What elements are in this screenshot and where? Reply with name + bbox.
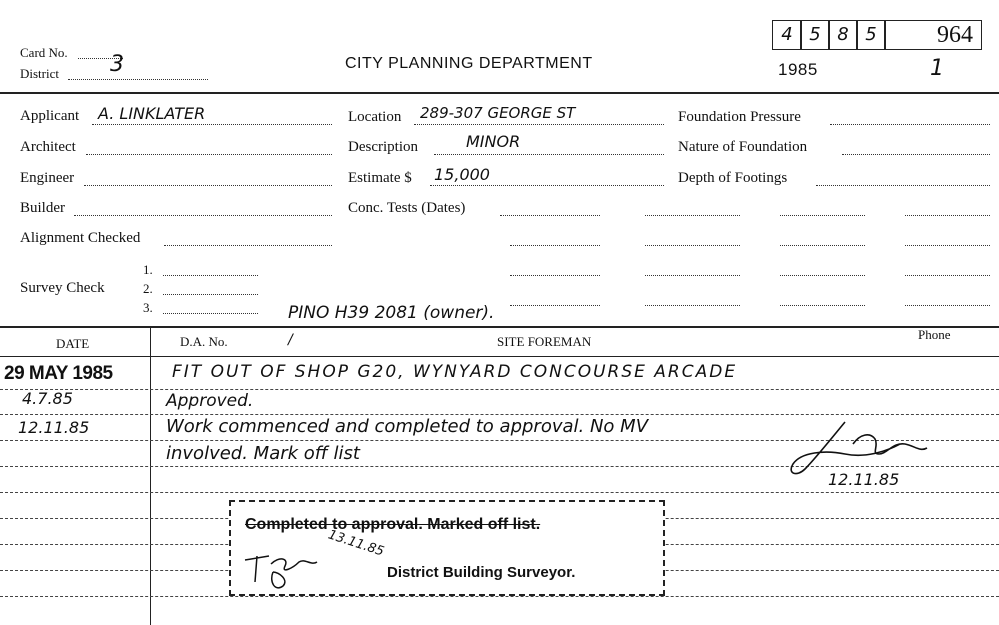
extra-line-1c: [780, 245, 865, 246]
conc-tests-label: Conc. Tests (Dates): [348, 200, 466, 216]
foundation-pressure-label: Foundation Pressure: [678, 109, 801, 125]
applicant-line: [92, 124, 332, 125]
year: 1985: [778, 60, 818, 79]
card-no-label: Card No.: [20, 45, 68, 60]
date-stamp-1: 29 MAY 1985: [4, 363, 113, 384]
conc-tests-line-2: [645, 215, 740, 216]
location-label: Location: [348, 109, 402, 125]
nature-foundation-line: [842, 154, 990, 155]
estimate-label: Estimate $: [348, 170, 412, 186]
location-value: 289-307 GEORGE ST: [420, 104, 576, 122]
district-value: 3: [110, 52, 124, 77]
alignment-line: [164, 245, 332, 246]
ref-box-4: 5: [856, 20, 886, 50]
entry-line-2: Approved.: [166, 391, 254, 411]
stamp-line-2: District Building Surveyor.: [387, 564, 576, 581]
description-label: Description: [348, 139, 418, 155]
engineer-line: [84, 185, 332, 186]
entry-line-1: FIT OUT OF SHOP G20, WYNYARD CONCOURSE ARCADE: [172, 362, 738, 382]
extra-line-3a: [510, 305, 600, 306]
location-line: [414, 124, 664, 125]
date-2: 4.7.85: [22, 389, 73, 408]
estimate-line: [430, 185, 664, 186]
da-header: D.A. No.: [180, 334, 228, 349]
conc-tests-line-4: [905, 215, 990, 216]
survey-line-1: [163, 275, 258, 276]
header-divider: [0, 92, 999, 94]
description-value: MINOR: [466, 132, 521, 151]
row-rule-1: [0, 389, 999, 390]
row-rule-9: [0, 596, 999, 597]
entry-line-4: involved. Mark off list: [166, 443, 360, 464]
signature-date: 12.11.85: [828, 470, 900, 489]
conc-tests-line-3: [780, 215, 865, 216]
date-column-divider: [150, 326, 151, 625]
builder-line: [74, 215, 332, 216]
ref-box-1: 4: [772, 20, 802, 50]
ref-box-3: 8: [828, 20, 858, 50]
survey-line-3: [163, 313, 258, 314]
depth-footings-line: [816, 185, 990, 186]
builder-label: Builder: [20, 200, 65, 216]
sub-number: 1: [930, 56, 944, 81]
department-title: CITY PLANNING DEPARTMENT: [345, 55, 593, 72]
extra-line-1d: [905, 245, 990, 246]
site-foreman-header: SITE FOREMAN: [497, 334, 592, 349]
survey-item-3: 3.: [143, 300, 153, 315]
stamp-signature: [239, 542, 349, 594]
architect-line: [86, 154, 332, 155]
district-label: District: [20, 66, 59, 81]
extra-line-2d: [905, 275, 990, 276]
survey-item-2: 2.: [143, 281, 153, 296]
extra-line-3d: [905, 305, 990, 306]
depth-footings-label: Depth of Footings: [678, 170, 788, 186]
district-line: [68, 79, 208, 80]
estimate-value: 15,000: [434, 165, 490, 184]
extra-line-3b: [645, 305, 740, 306]
extra-line-2a: [510, 275, 600, 276]
extra-line-1b: [645, 245, 740, 246]
applicant-label: Applicant: [20, 108, 80, 124]
survey-check-label: Survey Check: [20, 280, 105, 296]
applicant-value: A. LINKLATER: [98, 104, 206, 123]
engineer-label: Engineer: [20, 170, 75, 186]
extra-line-2b: [645, 275, 740, 276]
extra-line-3c: [780, 305, 865, 306]
pino-note: PINO H39 2081 (owner).: [288, 303, 495, 323]
alignment-label: Alignment Checked: [20, 230, 141, 246]
conc-tests-line-1: [500, 215, 600, 216]
phone-header: Phone: [918, 327, 951, 342]
extra-line-1a: [510, 245, 600, 246]
architect-label: Architect: [20, 139, 76, 155]
stamp-line-1: Completed to approval. Marked off list.: [245, 516, 541, 533]
description-line: [434, 154, 664, 155]
row-rule-5: [0, 492, 999, 493]
foundation-pressure-line: [830, 124, 990, 125]
ref-number-box: 964: [884, 20, 982, 50]
entry-line-3: Work commenced and completed to approval. No MV: [166, 416, 649, 437]
date-3: 12.11.85: [18, 418, 90, 437]
nature-foundation-label: Nature of Foundation: [678, 139, 808, 155]
stamp-date: 13.11.85: [326, 527, 386, 560]
da-value: /: [288, 332, 293, 348]
survey-line-2: [163, 294, 258, 295]
survey-item-1: 1.: [143, 262, 153, 277]
table-header-rule: [0, 356, 999, 357]
extra-line-2c: [780, 275, 865, 276]
ref-box-2: 5: [800, 20, 830, 50]
approval-stamp: [229, 500, 665, 596]
date-header: DATE: [56, 336, 90, 351]
